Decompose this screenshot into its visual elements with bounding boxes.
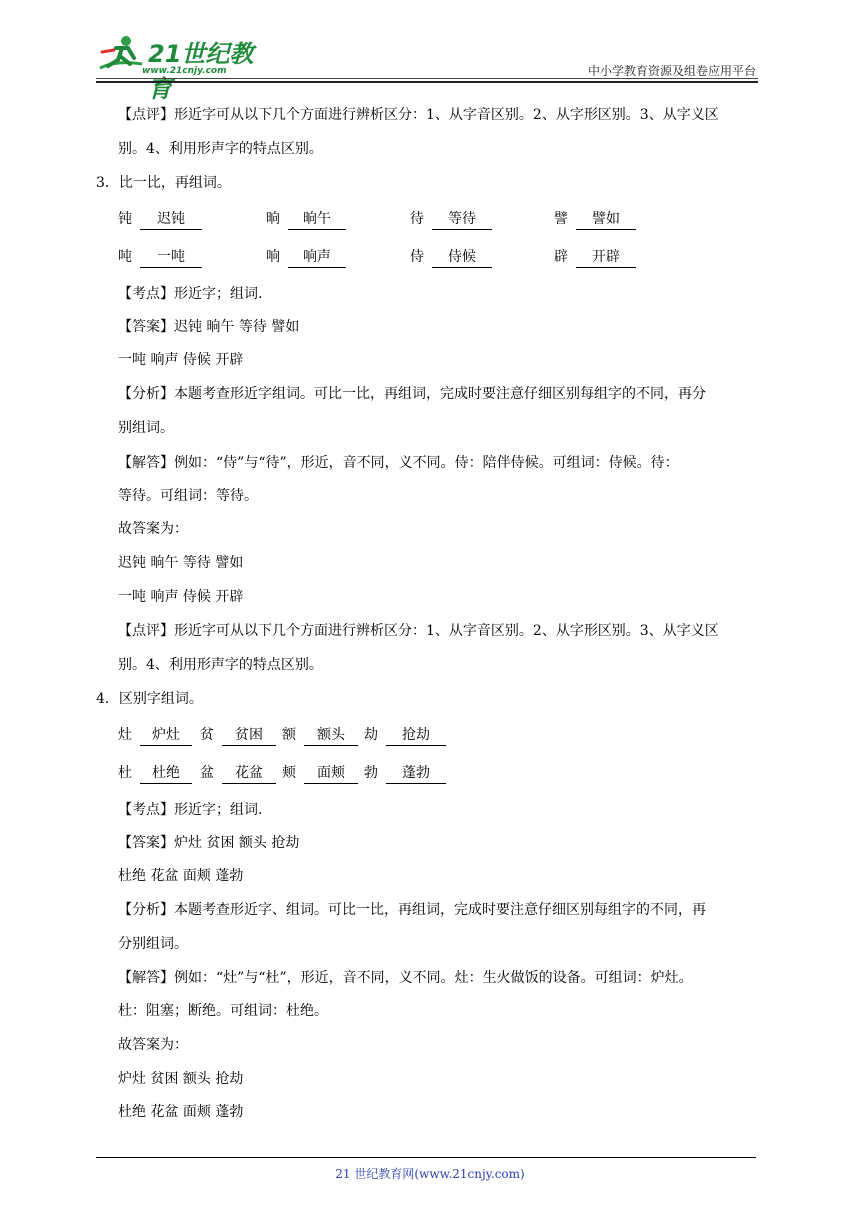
q3-answer: 响声 — [288, 246, 346, 268]
jieda-line: 杜：阻塞；断绝。可组词：杜绝。 — [118, 1003, 328, 1019]
q3-char: 侍 — [410, 249, 424, 265]
runner-logo-icon — [96, 34, 148, 78]
q3-char: 待 — [410, 211, 424, 227]
answer-intro: 故答案为： — [118, 1037, 188, 1053]
question-3-title: 3．比一比，再组词。 — [96, 175, 231, 191]
logo-text: 21世纪教育 — [148, 40, 254, 103]
header-divider-thick — [96, 81, 758, 83]
site-logo — [96, 34, 266, 103]
daan-line: 杜绝 花盆 面颊 蓬勃 — [118, 868, 244, 884]
q4-answer: 贫困 — [222, 724, 276, 746]
q4-answer: 面颊 — [304, 762, 358, 784]
answer-line: 炉灶 贫困 额头 抢劫 — [118, 1071, 244, 1087]
daan-line: 一吨 响声 侍候 开辟 — [118, 352, 244, 368]
page-header — [96, 30, 756, 103]
q4-answer: 额头 — [304, 724, 358, 746]
logo-url: www.21cnjy.com — [142, 66, 227, 76]
kaodian: 【考点】形近字；组词. — [118, 286, 263, 302]
answer-line: 杜绝 花盆 面颊 蓬勃 — [118, 1104, 244, 1120]
question-4-title: 4．区别字组词。 — [96, 691, 203, 707]
q3-answer: 譬如 — [576, 208, 636, 230]
q4-char: 劫 — [364, 727, 378, 743]
q3-answer: 一吨 — [140, 246, 202, 268]
q3-char: 辟 — [554, 249, 568, 265]
fenxi-line: 别组词。 — [118, 420, 174, 436]
q3-word-row-2 — [118, 246, 678, 268]
q4-answer: 炉灶 — [140, 724, 192, 746]
answer-line: 迟钝 晌午 等待 譬如 — [118, 555, 244, 571]
q3-answer: 侍候 — [432, 246, 492, 268]
q4-char: 贫 — [200, 727, 214, 743]
q4-answer: 抢劫 — [386, 724, 446, 746]
q3-char: 响 — [266, 249, 280, 265]
dianping-line: 别。4、利用形声字的特点区别。 — [118, 657, 323, 673]
q3-char: 吨 — [118, 249, 132, 265]
q3-char: 譬 — [554, 211, 568, 227]
answer-intro: 故答案为： — [118, 521, 188, 537]
q3-answer: 开辟 — [576, 246, 636, 268]
q4-word-row-1 — [118, 724, 478, 746]
q4-word-row-2 — [118, 762, 478, 784]
q4-answer: 杜绝 — [140, 762, 192, 784]
q3-answer: 晌午 — [288, 208, 346, 230]
q4-char: 颊 — [282, 765, 296, 781]
header-divider — [96, 78, 758, 79]
daan-line: 【答案】迟钝 晌午 等待 譬如 — [118, 319, 300, 335]
dianping-line: 别。4、利用形声字的特点区别。 — [118, 141, 323, 157]
footer-divider — [96, 1157, 756, 1158]
q3-answer: 迟钝 — [140, 208, 202, 230]
q4-answer: 蓬勃 — [386, 762, 446, 784]
q4-char: 杜 — [118, 765, 132, 781]
q4-answer: 花盆 — [222, 762, 276, 784]
q3-word-row-1 — [118, 208, 678, 230]
dianping-line: 【点评】形近字可从以下几个方面进行辨析区分：1、从字音区别。2、从字形区别。3、从字义区 — [118, 623, 719, 639]
q3-char: 钝 — [118, 211, 132, 227]
fenxi-line: 【分析】本题考查形近字组词。可比一比，再组词，完成时要注意仔细区别每组字的不同，再分 — [118, 386, 706, 402]
answer-line: 一吨 响声 侍候 开辟 — [118, 589, 244, 605]
q4-char: 灶 — [118, 727, 132, 743]
q3-answer: 等待 — [432, 208, 492, 230]
fenxi-line: 【分析】本题考查形近字、组词。可比一比，再组词，完成时要注意仔细区别每组字的不同，再 — [118, 902, 706, 918]
header-platform-name: 中小学教育资源及组卷应用平台 — [587, 64, 756, 78]
q4-char: 勃 — [364, 765, 378, 781]
kaodian: 【考点】形近字；组词. — [118, 802, 263, 818]
q4-char: 额 — [282, 727, 296, 743]
jieda-line: 等待。可组词：等待。 — [118, 488, 258, 504]
q3-char: 晌 — [266, 211, 280, 227]
jieda-line: 【解答】例如：“灶”与“杜”，形近，音不同，义不同。灶：生火做饭的设备。可组词：炉灶。 — [118, 970, 693, 986]
footer-link[interactable]: 21 世纪教育网(www.21cnjy.com) — [335, 1167, 525, 1181]
dianping-line: 【点评】形近字可从以下几个方面进行辨析区分：1、从字音区别。2、从字形区别。3、从字义区 — [118, 107, 719, 123]
q4-char: 盆 — [200, 765, 214, 781]
jieda-line: 【解答】例如：“侍”与“待”，形近，音不同，义不同。侍：陪伴侍候。可组词：侍候。待： — [118, 455, 679, 471]
daan-line: 【答案】炉灶 贫困 额头 抢劫 — [118, 835, 300, 851]
fenxi-line: 分别组词。 — [118, 936, 188, 952]
